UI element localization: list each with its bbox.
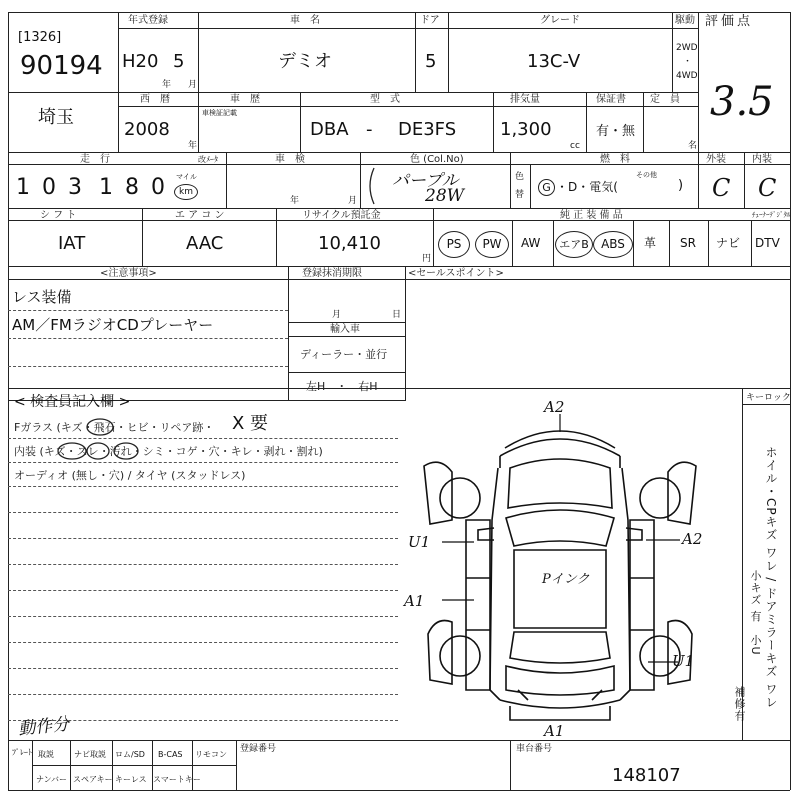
bottom-item: ロム/SD bbox=[115, 750, 145, 759]
repaint-bottom: 替 bbox=[515, 190, 525, 200]
equipment-sunroof: SR bbox=[680, 236, 696, 250]
label-doors: ドア bbox=[420, 15, 440, 26]
label-reg-deadline: 登録抹消期限 bbox=[302, 268, 362, 279]
western-year: 2008 bbox=[124, 119, 170, 140]
label-drive: 駆動 bbox=[675, 15, 695, 26]
inspect-year-unit: 年 bbox=[290, 196, 300, 206]
bottom-small-label: ﾌﾟﾚｰﾄ bbox=[12, 748, 32, 757]
color-name: パープル bbox=[392, 171, 459, 191]
label-car-history: 車 歴 bbox=[230, 94, 260, 105]
lot-number: 90194 bbox=[20, 51, 103, 81]
region: 埼玉 bbox=[38, 107, 74, 128]
mileage-digit: 0 bbox=[151, 175, 165, 200]
inspector-line-glass: Fガラス (キズ・飛石・ヒビ・リペア跡・ bbox=[14, 421, 215, 434]
capacity-unit: 名 bbox=[688, 141, 698, 151]
equipment-navi: ナビ bbox=[716, 236, 741, 250]
registration-month: 5 bbox=[173, 51, 185, 72]
repaint-top: 色 bbox=[515, 172, 525, 182]
handwritten-note: 動作分 bbox=[17, 714, 71, 740]
label-interior: 内装 bbox=[752, 154, 772, 165]
exterior-grade: C bbox=[712, 174, 731, 202]
label-inspect: 車 検 bbox=[275, 154, 305, 165]
equipment-ps: PS bbox=[438, 231, 470, 258]
drive-dot: ・ bbox=[683, 57, 693, 67]
bottom-item: スペアキー bbox=[73, 775, 113, 784]
label-equipment: 純 正 装 備 品 bbox=[560, 210, 623, 221]
label-shift: シ フ ト bbox=[40, 210, 77, 221]
fuel-close: ) bbox=[678, 178, 684, 193]
label-import: 輸入車 bbox=[330, 324, 360, 335]
label-fuel: 燃 料 bbox=[600, 154, 630, 165]
aircon-value: AAC bbox=[186, 233, 224, 254]
equipment-dtv: DTV bbox=[755, 236, 780, 250]
diagram-mark-left-rear: A1 bbox=[404, 592, 425, 610]
mileage-digit: 1 bbox=[16, 175, 30, 200]
bottom-item: ナビ取説 bbox=[74, 750, 106, 759]
label-recycle: リサイクル預託金 bbox=[302, 210, 381, 221]
inspector-line-interior: 内装 (キズ・スレ・汚れ・シミ・コゲ・穴・キレ・剥れ・割れ) bbox=[14, 445, 323, 458]
mileage-digit: 8 bbox=[125, 175, 139, 200]
note-line: AM／FMラジオCDプレーヤー bbox=[12, 316, 214, 334]
fuel-rest: ・D・電気( bbox=[556, 180, 618, 194]
bottom-item: キーレス bbox=[115, 775, 147, 784]
diagram-mark-front: A2 bbox=[544, 398, 565, 416]
registration-era: H20 bbox=[122, 51, 159, 72]
import-value: ディーラー・並行 bbox=[300, 348, 388, 361]
handle-side: 左H ・ 右H bbox=[306, 380, 378, 393]
vehicle-doors: 5 bbox=[425, 51, 437, 72]
diagram-mark-rear: A1 bbox=[544, 722, 565, 740]
diagram-mark-right-rear: U1 bbox=[672, 652, 695, 670]
model-code: DE3FS bbox=[398, 119, 457, 140]
recycle-value: 10,410 bbox=[318, 233, 381, 254]
bottom-item: リモコン bbox=[195, 750, 227, 759]
diagram-mark-left-front: U1 bbox=[408, 533, 431, 551]
equipment-pw: PW bbox=[475, 231, 509, 258]
recycle-unit: 円 bbox=[422, 254, 432, 264]
label-chassis: 車台番号 bbox=[516, 744, 553, 754]
model-prefix: DBA bbox=[310, 119, 349, 140]
label-aircon: エ ア コ ン bbox=[175, 210, 225, 221]
glass-mark: X 要 bbox=[232, 413, 269, 434]
score-value: 3.5 bbox=[710, 79, 774, 125]
label-keylock: キーロック bbox=[746, 393, 791, 403]
label-score: 評価点 bbox=[705, 14, 754, 29]
registration-year-unit: 年 bbox=[162, 80, 172, 90]
mileage-digit: 3 bbox=[68, 175, 82, 200]
fuel-other: その他 bbox=[636, 171, 657, 179]
label-reg-no: 登録番号 bbox=[240, 744, 277, 754]
note-line: レス装備 bbox=[12, 288, 72, 306]
label-warranty: 保証書 bbox=[596, 94, 626, 105]
shift-value: IAT bbox=[58, 233, 86, 254]
western-year-unit: 年 bbox=[188, 141, 198, 151]
vehicle-name: デミオ bbox=[278, 51, 332, 72]
reg-deadline-month: 月 bbox=[332, 310, 342, 320]
label-western-year: 西 暦 bbox=[140, 94, 170, 105]
label-capacity: 定 員 bbox=[650, 94, 680, 105]
mileage-digit: 1 bbox=[99, 175, 113, 200]
inspection-note: 車検証記載 bbox=[202, 109, 237, 117]
label-color: 色 (Col.No) bbox=[410, 154, 464, 165]
label-name: 車 名 bbox=[290, 15, 320, 26]
reg-deadline-day: 日 bbox=[392, 310, 402, 320]
side-text-repair: 補修有 bbox=[733, 686, 746, 722]
drive-2wd: 2WD bbox=[676, 43, 698, 53]
label-mileage: 走 行 bbox=[80, 154, 110, 165]
diagram-center-note: Pインク bbox=[542, 572, 590, 587]
unit-km-circled: km bbox=[174, 184, 198, 200]
equipment-aw: AW bbox=[521, 236, 541, 250]
label-sales-point: <セールスポイント> bbox=[408, 268, 504, 279]
bottom-item: スマートキー bbox=[153, 775, 201, 784]
diagram-mark-hidden bbox=[650, 660, 651, 661]
side-text-scratch: 小キズ 有 小U bbox=[749, 570, 762, 656]
drive-4wd: 4WD bbox=[676, 71, 698, 81]
label-grade: グレード bbox=[540, 15, 580, 26]
registration-month-unit: 月 bbox=[188, 80, 198, 90]
label-displacement: 排気量 bbox=[510, 94, 540, 105]
inspect-month-unit: 月 bbox=[348, 196, 358, 206]
fuel-gas-circled: G bbox=[538, 179, 555, 196]
mileage-digit: 0 bbox=[42, 175, 56, 200]
label-meter: 改ﾒｰﾀ bbox=[198, 155, 218, 164]
bottom-item: B-CAS bbox=[158, 750, 183, 759]
equipment-abs: ABS bbox=[593, 231, 633, 258]
label-model: 型 式 bbox=[370, 94, 400, 105]
displacement-unit: cc bbox=[570, 141, 580, 151]
bottom-item: ナンバー bbox=[36, 775, 68, 784]
warranty-value: 有・無 bbox=[596, 124, 636, 139]
color-code: 28W bbox=[425, 186, 465, 206]
vehicle-grade: 13C-V bbox=[527, 51, 581, 72]
chassis-number: 148107 bbox=[612, 765, 681, 786]
model-dash: - bbox=[366, 119, 373, 140]
lot-code: [1326] bbox=[18, 30, 62, 45]
interior-grade: C bbox=[758, 174, 777, 202]
label-dtv: ﾁｭｰﾅｰﾃﾞｼﾞﾀﾙ bbox=[752, 211, 791, 219]
equipment-airbag: エアB bbox=[555, 231, 593, 258]
label-exterior: 外装 bbox=[706, 154, 726, 165]
label-entry: 年式登録 bbox=[128, 15, 168, 26]
label-inspector: < 検査員記入欄 > bbox=[14, 394, 131, 410]
diagram-mark-right-front: A2 bbox=[682, 530, 703, 548]
equipment-leather: 革 bbox=[644, 236, 657, 250]
inspector-line-audio: オーディオ (無し・穴) / タイヤ (スタッドレス) bbox=[14, 469, 246, 482]
label-notes: <注意事項> bbox=[100, 268, 157, 279]
side-text-wheel: ホイル・CPキズ ワレ / ドアミラーキズ ワレ bbox=[764, 446, 778, 709]
bottom-item: 取説 bbox=[38, 750, 54, 759]
unit-mile: マイル bbox=[176, 173, 197, 181]
displacement: 1,300 bbox=[500, 119, 552, 140]
